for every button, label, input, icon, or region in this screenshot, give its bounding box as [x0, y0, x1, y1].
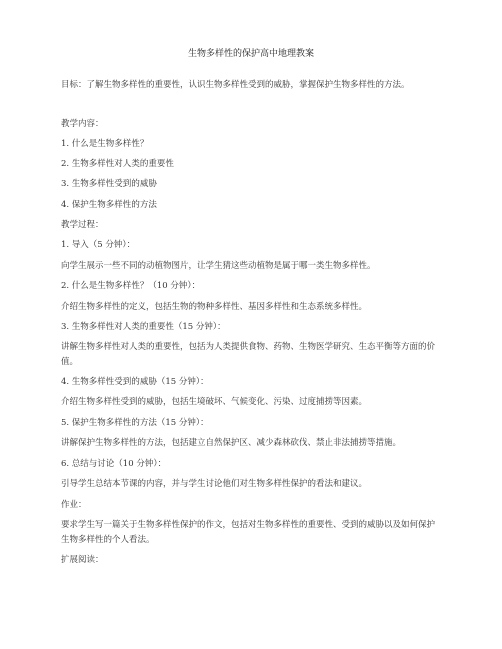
document-title: 生物多样性的保护高中地理教案: [187, 49, 314, 59]
process-heading: 教学过程：: [61, 220, 104, 230]
content-item: 2. 生物多样性对人类的重要性: [61, 159, 174, 169]
content-heading: 教学内容：: [61, 119, 104, 129]
process-step-heading: 3. 生物多样性对人类的重要性（15 分钟）：: [61, 322, 226, 332]
process-step-text: 引导学生总结本节课的内容，并与学生讨论他们对生物多样性保护的看法和建议。: [61, 479, 368, 489]
process-step-heading: 1. 导入（5 分钟）：: [61, 240, 136, 250]
process-step-text: 介绍生物多样性的定义，包括生物的物种多样性、基因多样性和生态系统多样性。: [61, 302, 368, 312]
extended-reading-heading: 扩展阅读：: [61, 555, 104, 565]
process-step-heading: 2. 什么是生物多样性？（10 分钟）：: [61, 281, 201, 291]
process-step-heading: 4. 生物多样性受到的威胁（15 分钟）：: [61, 377, 209, 387]
content-item: 1. 什么是生物多样性？: [61, 139, 149, 149]
process-step-text: 讲解生物多样性对人类的重要性，包括为人类提供食物、药物、生物医学研究、生态平衡等方面的价值。: [61, 342, 436, 367]
process-step-heading: 6. 总结与讨论（10 分钟）：: [61, 459, 167, 469]
process-step-text: 讲解保护生物多样性的方法，包括建立自然保护区、减少森林砍伐、禁止非法捕捞等措施。: [61, 438, 402, 448]
homework-heading: 作业：: [61, 500, 87, 510]
process-step-text: 介绍生物多样性受到的威胁，包括生境破坏、气候变化、污染、过度捕捞等因素。: [61, 397, 368, 407]
objective-paragraph: 目标：了解生物多样性的重要性，认识生物多样性受到的威胁，掌握保护生物多样性的方法。: [61, 80, 410, 90]
content-item: 3. 生物多样性受到的威胁: [61, 179, 157, 189]
process-step-heading: 5. 保护生物多样性的方法（15 分钟）：: [61, 418, 209, 428]
content-item: 4. 保护生物多样性的方法: [61, 200, 157, 210]
homework-text: 要求学生写一篇关于生物多样性保护的作文，包括对生物多样性的重要性、受到的威胁以及如何保护生物多样性的个人看法。: [61, 520, 436, 545]
process-step-text: 向学生展示一些不同的动植物图片，让学生猜这些动植物是属于哪一类生物多样性。: [61, 261, 376, 271]
